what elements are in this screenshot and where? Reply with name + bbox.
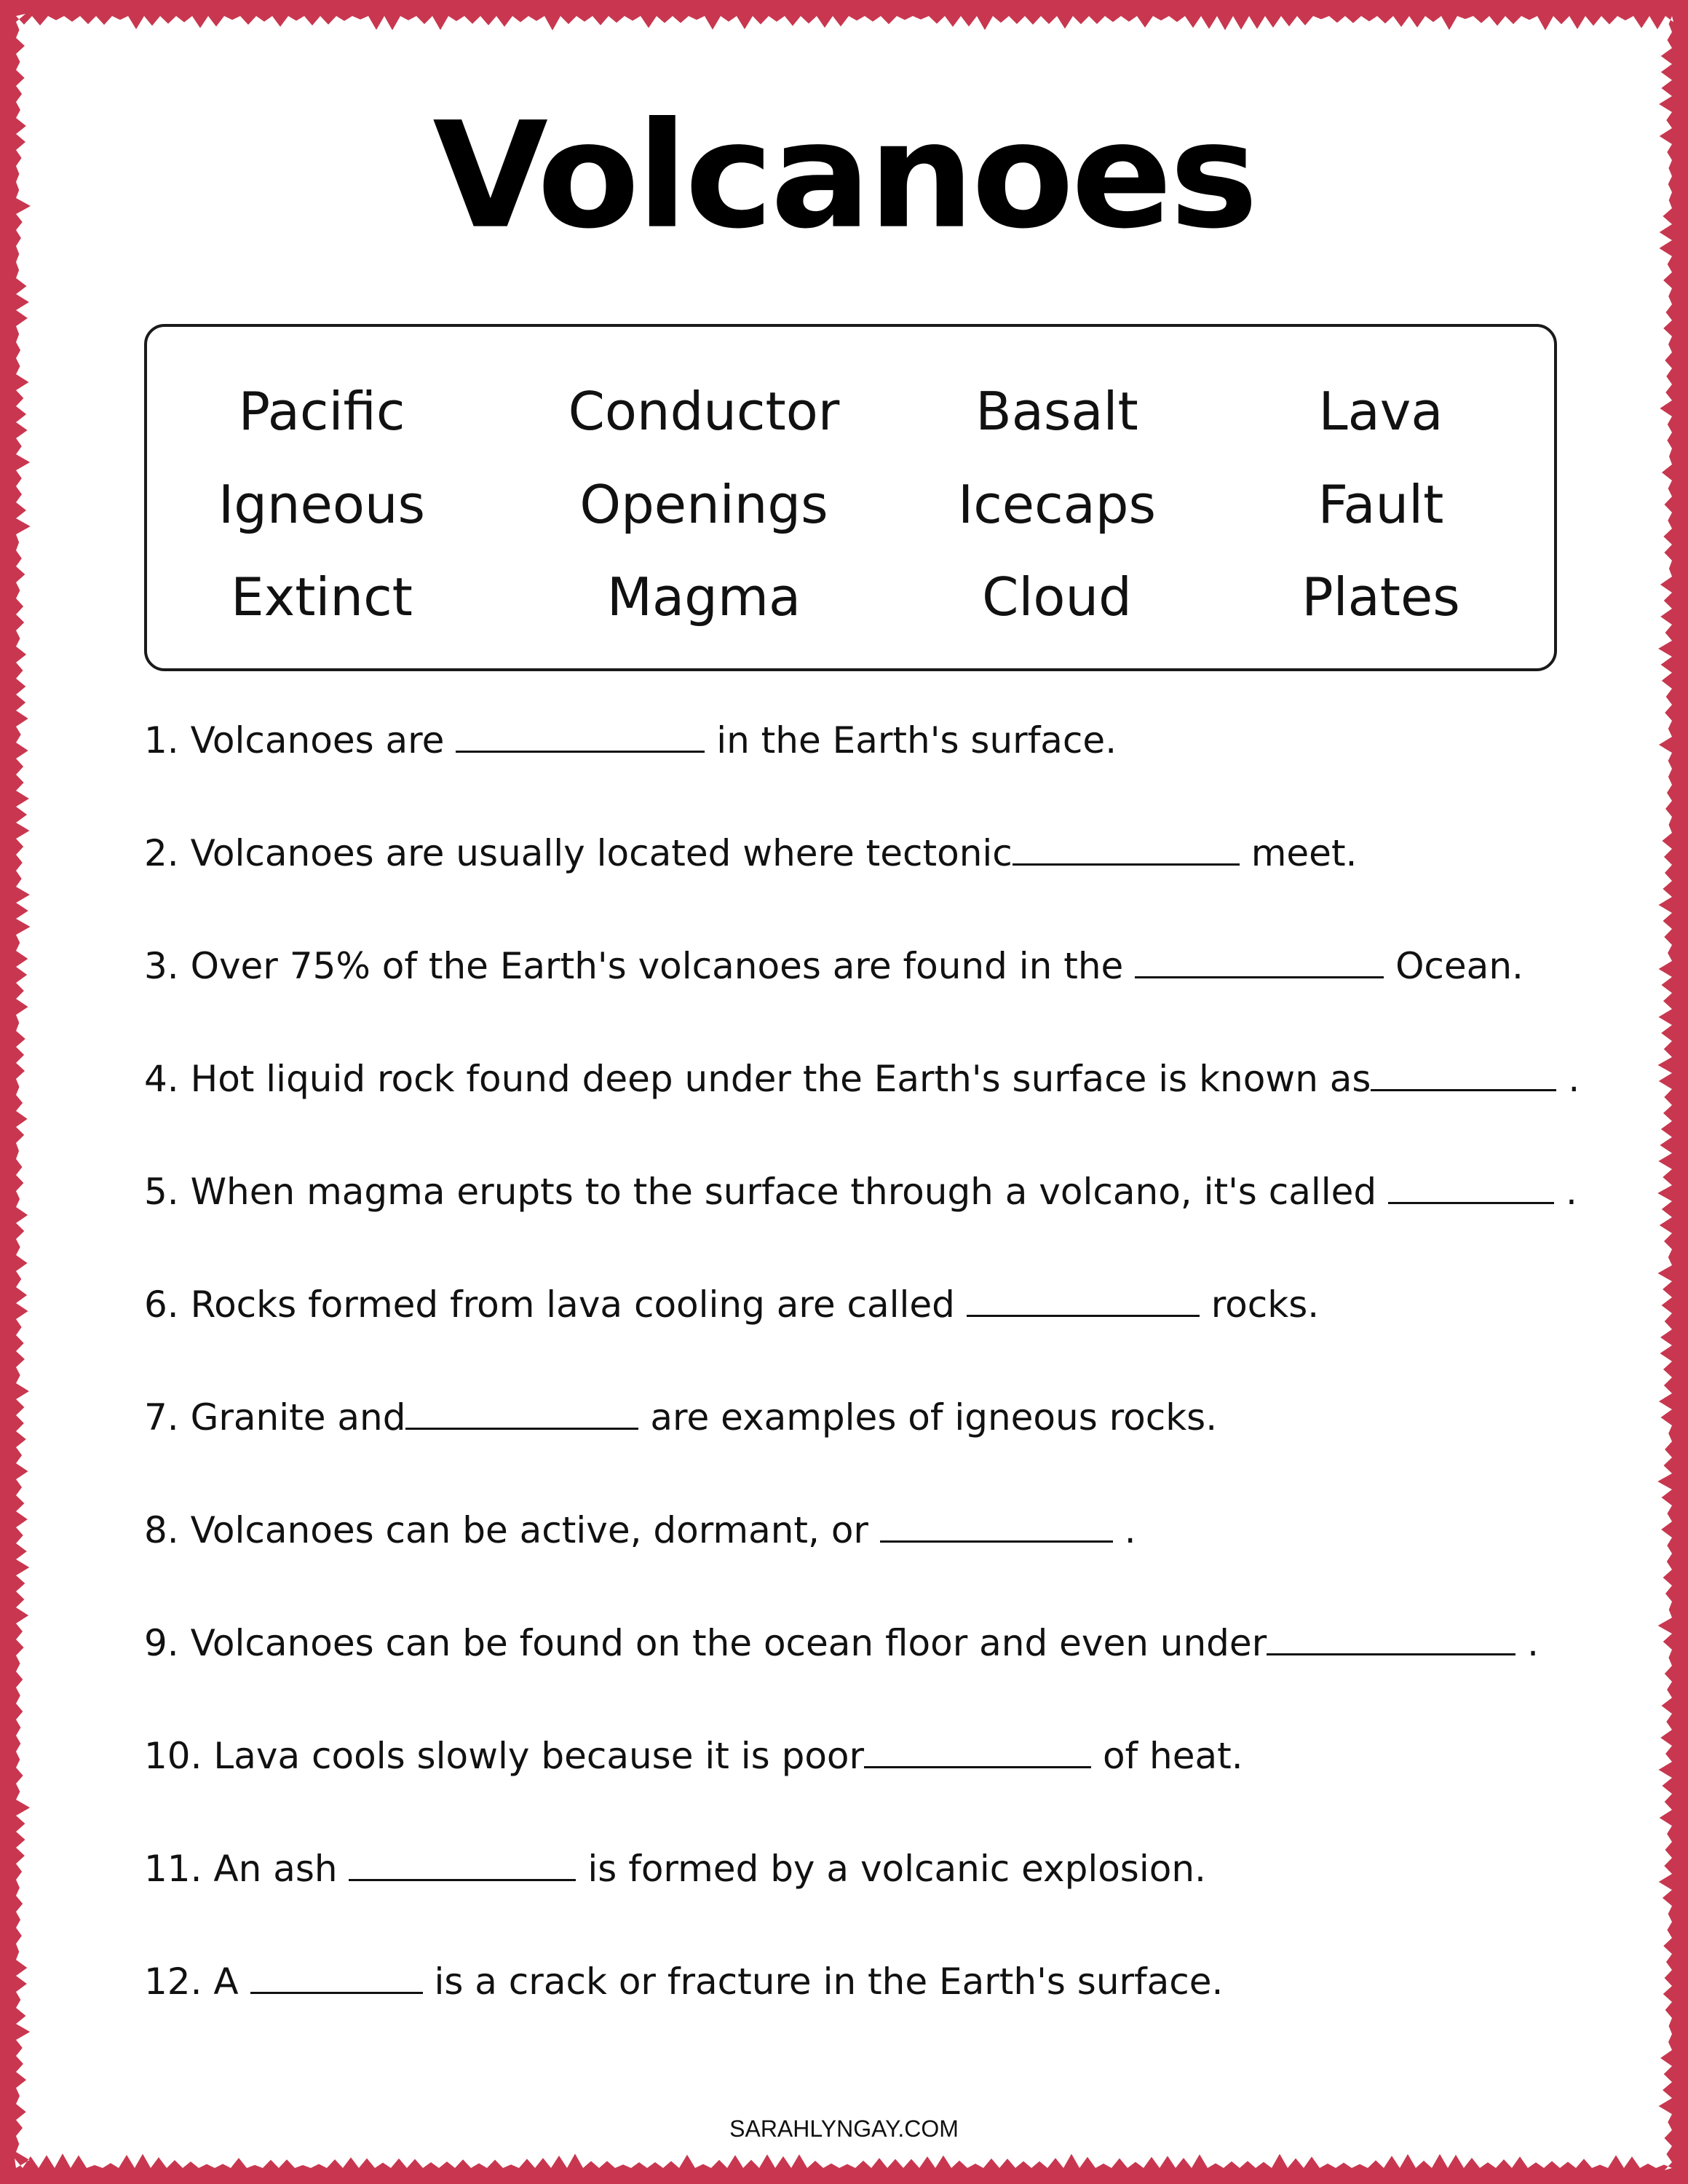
question-7	[144, 1394, 1218, 1439]
answer-blank[interactable]	[880, 1507, 1113, 1543]
question-text: rocks.	[1210, 1283, 1320, 1326]
question-text: .	[1527, 1622, 1540, 1664]
word-bank-item: Igneous	[218, 474, 426, 535]
word-bank-item: Fault	[1317, 474, 1444, 535]
question-text: 5. When magma erupts to the surface through a volcano, it's called	[144, 1171, 1377, 1213]
question-4	[144, 1056, 1580, 1100]
question-text: .	[1124, 1509, 1136, 1551]
answer-blank[interactable]	[967, 1281, 1200, 1317]
question-text: .	[1565, 1171, 1577, 1213]
question-8	[144, 1507, 1136, 1551]
word-bank-item: Lava	[1318, 381, 1443, 442]
answer-blank[interactable]	[349, 1845, 576, 1881]
question-text: meet.	[1251, 832, 1358, 874]
question-text: 3. Over 75% of the Earth's volcanoes are found in the	[144, 945, 1124, 987]
question-11	[144, 1845, 1206, 1890]
question-text: 8. Volcanoes can be active, dormant, or	[144, 1509, 868, 1551]
word-bank-item: Openings	[579, 474, 828, 535]
question-text: 7. Granite and	[144, 1396, 406, 1439]
word-bank-item: Plates	[1301, 566, 1460, 628]
question-text: is a crack or fracture in the Earth's surface.	[434, 1961, 1224, 2003]
question-3	[144, 943, 1523, 987]
answer-blank[interactable]	[1371, 1056, 1556, 1091]
answer-blank[interactable]	[1135, 943, 1384, 978]
question-text: are examples of igneous rocks.	[650, 1396, 1218, 1439]
word-bank-item: Pacific	[238, 381, 405, 442]
question-text: in the Earth's surface.	[716, 719, 1117, 761]
question-6	[144, 1281, 1320, 1326]
question-text: 1. Volcanoes are	[144, 719, 445, 761]
word-bank-item: Conductor	[568, 381, 840, 442]
question-text: is formed by a volcanic explosion.	[587, 1848, 1206, 1890]
word-bank	[144, 324, 1557, 671]
word-bank-item: Cloud	[982, 566, 1132, 628]
question-1	[144, 717, 1117, 759]
question-text: 6. Rocks formed from lava cooling are called	[144, 1283, 955, 1326]
question-text: 11. An ash	[144, 1848, 338, 1890]
answer-blank[interactable]	[456, 717, 705, 753]
question-text: .	[1568, 1058, 1580, 1100]
word-bank-item: Basalt	[975, 381, 1138, 442]
word-bank-item: Icecaps	[957, 474, 1157, 535]
question-text: of heat.	[1102, 1735, 1243, 1777]
word-bank-item: Magma	[606, 566, 801, 628]
page-title: Volcanoes	[432, 91, 1256, 261]
question-9	[144, 1620, 1540, 1664]
question-text: 9. Volcanoes can be found on the ocean floor and even under	[144, 1622, 1267, 1664]
question-text: 4. Hot liquid rock found deep under the Earth's surface is known as	[144, 1058, 1371, 1100]
question-text: 2. Volcanoes are usually located where tectonic	[144, 832, 1013, 874]
question-5	[144, 1168, 1577, 1213]
question-text: 12. A	[144, 1961, 239, 2003]
answer-blank[interactable]	[250, 1958, 423, 1994]
footer-website: SARAHLYNGAY.COM	[729, 2116, 959, 2142]
question-text: 10. Lava cools slowly because it is poor	[144, 1735, 865, 1777]
question-12	[144, 1958, 1224, 2003]
answer-blank[interactable]	[1267, 1620, 1515, 1655]
question-10	[144, 1733, 1243, 1777]
question-2	[144, 830, 1358, 874]
answer-blank[interactable]	[1388, 1168, 1554, 1204]
answer-blank[interactable]	[1013, 830, 1240, 866]
answer-blank[interactable]	[405, 1394, 638, 1430]
answer-blank[interactable]	[864, 1733, 1091, 1768]
question-text: Ocean.	[1395, 945, 1523, 987]
word-bank-item: Extinct	[231, 566, 413, 628]
